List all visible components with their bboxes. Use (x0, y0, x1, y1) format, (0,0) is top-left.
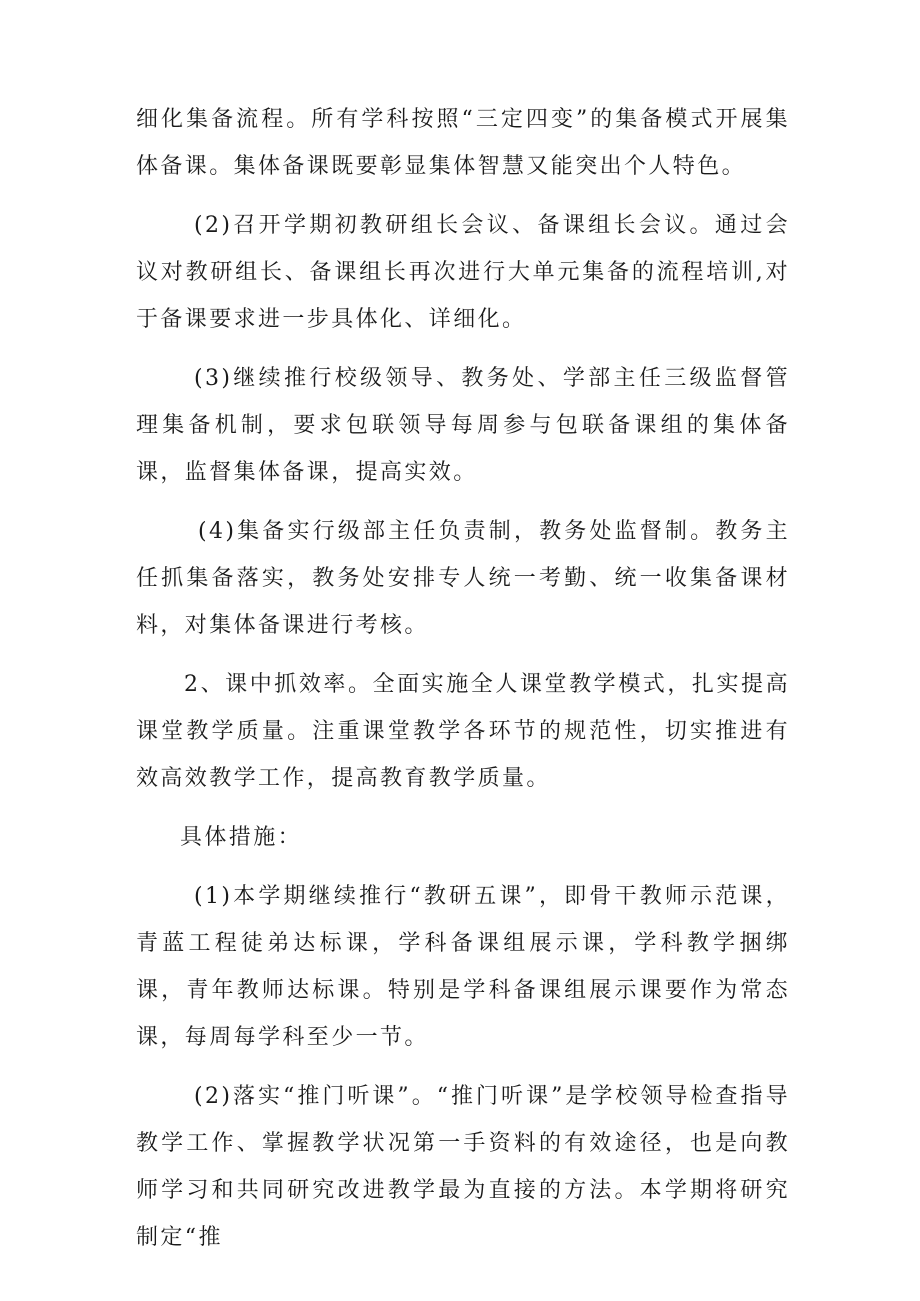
paragraph-measure-1: (1)本学期继续推行“教研五课”，即骨干教师示范课，青蓝工程徒弟达标课，学科备课组展示课，学科教学捆绑课，青年教师达标课。特别是学科备课组展示课要作为常态课，每周每学科至少一节。 (136, 884, 790, 1050)
paragraph-item-3: (3)继续推行校级领导、教务处、学部主任三级监督管理集备机制，要求包联领导每周参与包联备课组的集体备课，监督集体备课，提高实效。 (136, 366, 790, 485)
paragraph-item-4: (4)集备实行级部主任负责制，教务处监督制。教务主任抓集备落实，教务处安排专人统一考勤、统一收集备课材料，对集体备课进行考核。 (136, 519, 790, 638)
paragraph-continuation: 细化集备流程。所有学科按照“三定四变”的集备模式开展集体备课。集体备课既要彰显集体智慧又能突出个人特色。 (136, 107, 790, 179)
paragraph-item-2: (2)召开学期初教研组长会议、备课组长会议。通过会议对教研组长、备课组长再次进行大单元集备的流程培训,对于备课要求进一步具体化、详细化。 (136, 213, 790, 332)
paragraph-measure-2: (2)落实“推门听课”。“推门听课”是学校领导检查指导教学工作、掌握教学状况第一手资料的有效途径，也是向教师学习和共同研究改进教学最为直接的方法。本学期将研究制定“推 (136, 1084, 790, 1250)
paragraph-measures-heading: 具体措施： (180, 825, 303, 850)
document-body (136, 96, 790, 1273)
paragraph-section-2: 2、课中抓效率。全面实施全人课堂教学模式，扎实提高课堂教学质量。注重课堂教学各环节的规范性，切实推进有效高效教学工作，提高教育教学质量。 (136, 672, 790, 791)
